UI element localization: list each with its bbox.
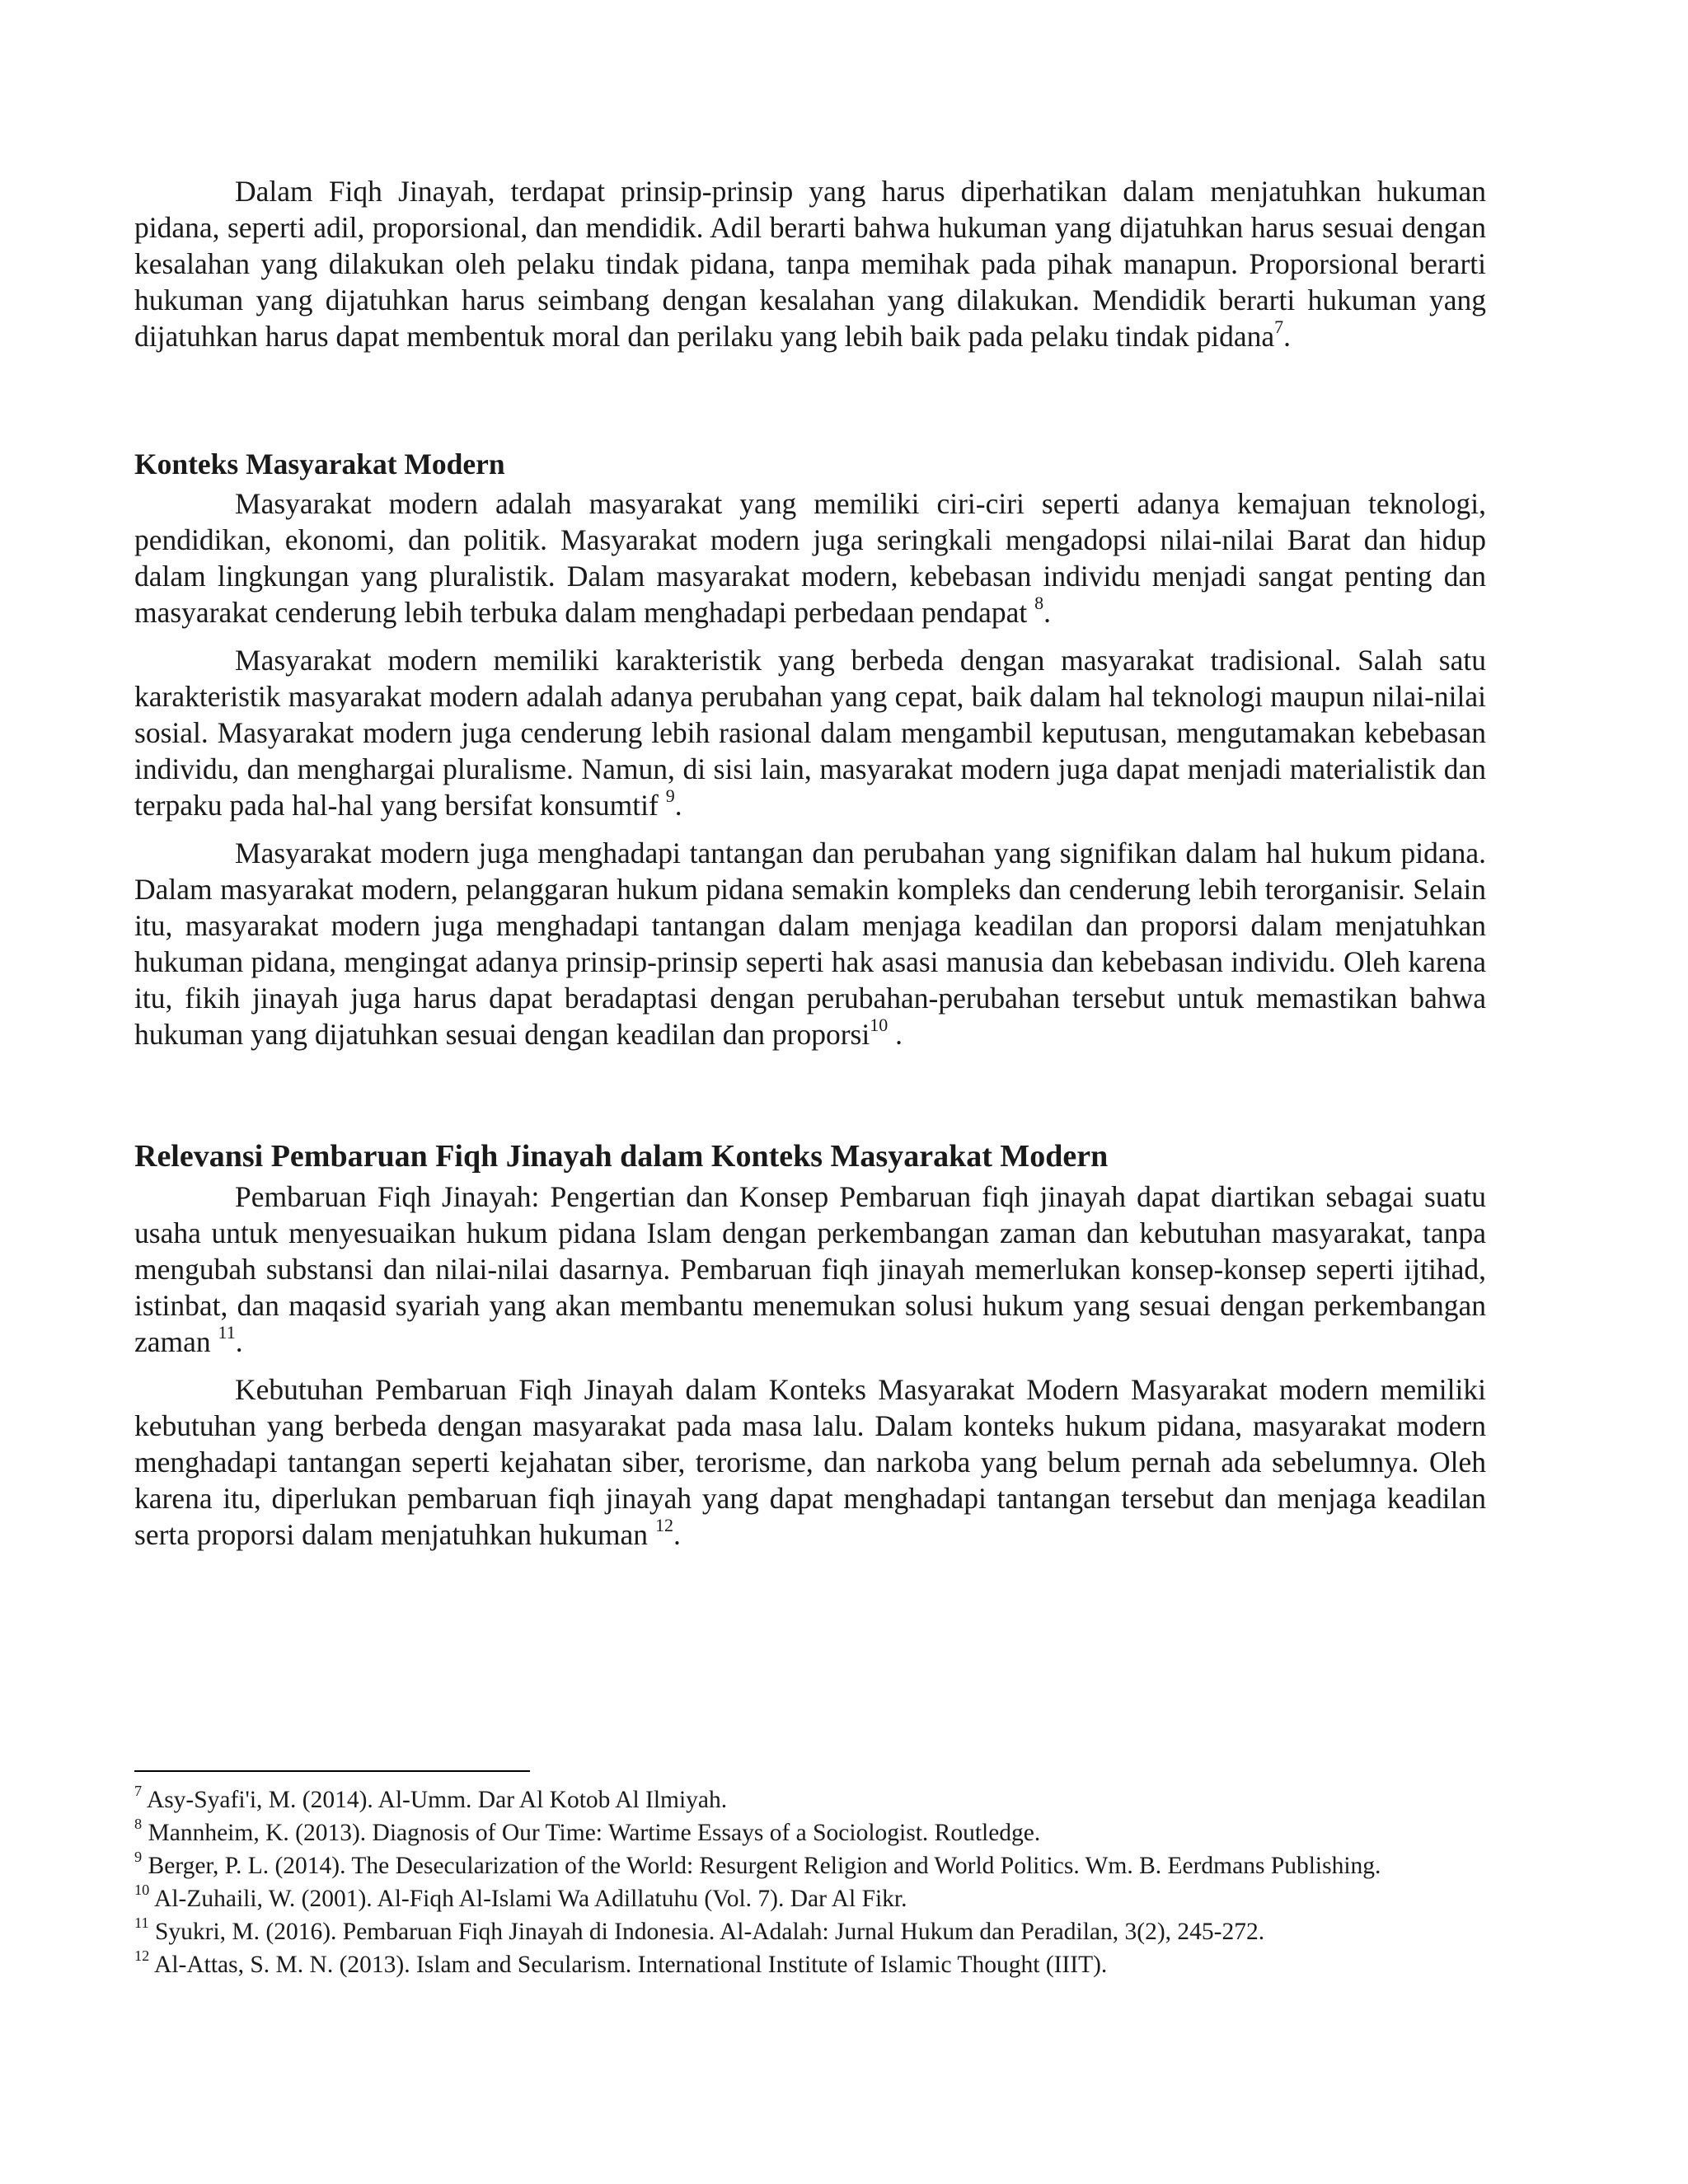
footnote-item: $^9$ Berger, P. L. (2014). The Desecularization of the World: Resurgent Religion and World Politics. Wm. B. Eerdmans Publishing.	[134, 1849, 1381, 1879]
footnote-item: $^{11}$ Syukri, M. (2016). Pembaruan Fiqh Jinayah di Indonesia. Al-Adalah: Jurnal Hukum dan Peradilan, 3(2), 245-272.	[134, 1915, 1265, 1945]
paragraph-tantangan-hukum-pidana: Masyarakat modern juga menghadapi tantangan dan perubahan yang signifikan dalam hal hukum pidana. Dalam masyarakat modern, pelanggaran hukum pidana semakin kompleks dan cenderung lebih terorganisir. Selain itu, masyarakat modern juga menghadapi tantangan dalam menjaga keadilan dan proporsi dalam menjatuhkan hukuman pidana, mengingat adanya prinsip-prinsip seperti hak asasi manusia dan kebebasan individu. Oleh karena itu, fikih jinayah juga harus dapat beradaptasi dengan perubahan-perubahan tersebut untuk memastikan bahwa hukuman yang dijatuhkan sesuai dengan keadilan dan proporsi$^{10}$ .	[134, 837, 1486, 1051]
footnote-item: $^7$ Asy-Syafi'i, M. (2014). Al-Umm. Dar Al Kotob Al Ilmiyah.	[134, 1783, 728, 1813]
paragraph-definisi-masyarakat-modern: Masyarakat modern adalah masyarakat yang memiliki ciri-ciri seperti adanya kemajuan teknologi, pendidikan, ekonomi, dan politik. Masyarakat modern juga seringkali mengadopsi nilai-nilai Barat dan hidup dalam lingkungan yang pluralistik. Dalam masyarakat modern, kebebasan individu menjadi sangat penting dan masyarakat cenderung lebih terbuka dalam menghadapi perbedaan pendapat $^8$.	[134, 487, 1486, 629]
footnote-item: $^{10}$ Al-Zuhaili, W. (2001). Al-Fiqh Al-Islami Wa Adillatuhu (Vol. 7). Dar Al Fikr.	[134, 1882, 907, 1912]
footnote-ref-10[interactable]: 10	[870, 1014, 889, 1035]
section-heading-relevansi: Relevansi Pembaruan Fiqh Jinayah dalam Konteks Masyarakat Modern	[134, 1139, 1109, 1174]
paragraph-pengertian-pembaruan: Pembaruan Fiqh Jinayah: Pengertian dan Konsep Pembaruan fiqh jinayah dapat diartikan sebagai suatu usaha untuk menyesuaikan hukum pidana Islam dengan perkembangan zaman dan kebutuhan masyarakat, tanpa mengubah substansi dan nilai-nilai dasarnya. Pembaruan fiqh jinayah memerlukan konsep-konsep seperti ijtihad, istinbat, dan maqasid syariah yang akan membantu menemukan solusi hukum yang sesuai dengan perkembangan zaman $^{11}$.	[134, 1180, 1486, 1358]
paragraph-kebutuhan-pembaruan: Kebutuhan Pembaruan Fiqh Jinayah dalam Konteks Masyarakat Modern Masyarakat modern memiliki kebutuhan yang berbeda dengan masyarakat pada masa lalu. Dalam konteks hukum pidana, masyarakat modern menghadapi tantangan seperti kejahatan siber, terorisme, dan narkoba yang belum pernah ada sebelumnya. Oleh karena itu, diperlukan pembaruan fiqh jinayah yang dapat menghadapi tantangan tersebut dan menjaga keadilan serta proporsi dalam menjatuhkan hukuman $^{12}$.	[134, 1373, 1486, 1551]
footnote-item: $^8$ Mannheim, K. (2013). Diagnosis of Our Time: Wartime Essays of a Sociologist. Routledge.	[134, 1816, 1041, 1846]
footnote-ref-12[interactable]: 12	[654, 1514, 673, 1535]
footnote-ref-7[interactable]: 7	[1274, 316, 1284, 337]
paragraph-prinsip-fiqh-jinayah: Dalam Fiqh Jinayah, terdapat prinsip-prinsip yang harus diperhatikan dalam menjatuhkan hukuman pidana, seperti adil, proporsional, dan mendidik. Adil berarti bahwa hukuman yang dijatuhkan harus sesuai dengan kesalahan yang dilakukan oleh pelaku tindak pidana, tanpa memihak pada pihak manapun. Proporsional berarti hukuman yang dijatuhkan harus seimbang dengan kesalahan yang dilakukan. Mendidik berarti hukuman yang dijatuhkan harus dapat membentuk moral dan perilaku yang lebih baik pada pelaku tindak pidana$^7$.	[134, 175, 1486, 353]
section-heading-konteks: Konteks Masyarakat Modern	[134, 448, 505, 480]
document-body	[134, 173, 1486, 1553]
footnote-ref-9[interactable]: 9	[665, 785, 675, 806]
footnote-ref-11[interactable]: 11	[218, 1321, 236, 1343]
paragraph-karakteristik: Masyarakat modern memiliki karakteristik yang berbeda dengan masyarakat tradisional. Salah satu karakteristik masyarakat modern adalah adanya perubahan yang cepat, baik dalam hal teknologi maupun nilai-nilai sosial. Masyarakat modern juga cenderung lebih rasional dalam mengambil keputusan, mengutamakan kebebasan individu, dan menghargai pluralisme. Namun, di sisi lain, masyarakat modern juga dapat menjadi materialistik dan terpaku pada hal-hal yang bersifat konsumtif $^9$.	[134, 644, 1486, 822]
footnote-ref-8[interactable]: 8	[1034, 592, 1044, 613]
footnote-separator	[134, 1770, 530, 1772]
footnote-item: $^{12}$ Al-Attas, S. M. N. (2013). Islam and Secularism. International Institute of Islamic Thought (IIIT).	[134, 1947, 1108, 1978]
footnotes	[134, 1783, 1486, 1981]
